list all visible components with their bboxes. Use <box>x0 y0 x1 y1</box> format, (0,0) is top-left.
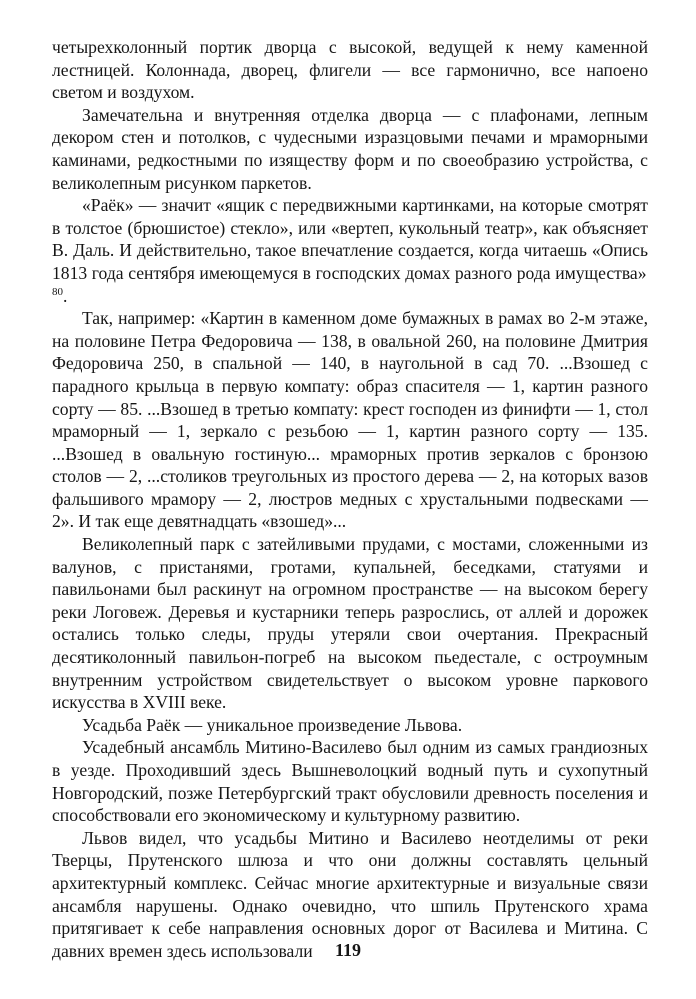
paragraph-8: Львов видел, что усадьбы Митино и Василево неотделимы от реки Тверцы, Прутенского шлюза и что они должны составлять цельный архитектурный комплекс. Сейчас многие архитектурные и визуальные связи ансамбля нарушены. Однако очевидно, что шпиль Прутенского храма притягивает к себе направления основных дорог от Василева и Митина. С давних времен здесь использовали <box>52 827 648 961</box>
paragraph-7: Усадебный ансамбль Митино-Василево был одним из самых грандиозных в уезде. Проходивший здесь Вышневолоцкий водный путь и сухопутный Новгородский, позже Петербургский тракт обусловили древность поселения и способствовали его экономическому и культурному развитию. <box>52 737 648 826</box>
paragraph-1: четырехколонный портик дворца с высокой, ведущей к нему каменной лестницей. Колоннада, дворец, флигели — все гармонично, все напоено светом и воздухом. <box>52 37 648 103</box>
paragraph-2: Замечательна и внутренняя отделка дворца — с плафонами, лепным декором стен и потолков, с чудесными изразцовыми печами и мраморными каминами, редкостными по изяществу форм и по своеобразию устройства, с великолепным рисунком паркетов. <box>52 104 648 193</box>
paragraph-6: Усадьба Раёк — уникальное произведение Львова. <box>82 714 463 735</box>
page-number: 119 <box>334 940 361 960</box>
page-body <box>52 36 648 962</box>
paragraph-3-tail: . <box>63 285 68 306</box>
footnote-ref-80[interactable]: 80 <box>52 285 63 298</box>
paragraph-3 <box>52 194 648 307</box>
paragraph-4: Так, например: «Картин в каменном доме бумажных в рамах во 2-м этаже, на половине Петра Федоровича — 138, в овальной 260, на половине Дмитрия Федоровича 250, в спальной — 140, в наугольной в сад 70. ...Взошед с парадного крыльца в первую компату: образ спасителя — 1, картин разного сорту — 85. ...Взошед в третью компату: крест господен из финифти — 1, стол мраморный — 1, зеркало с резьбою — 1, картин разного сорту — 135. ...Взошед в овальную гостиную... мраморных против зеркалов с бронзою столов — 2, ...столиков треугольных из простого дерева — 2, на которых вазов фальшивого мрамору — 2, люстров медных с хрустальными подвесками — 2». И так еще девятнадцать «взошед»... <box>52 308 648 532</box>
paragraph-3-text: «Раёк» — значит «ящик с передвижными картинками, на которые смотрят в толстое (брюшистое) стекло», или «вертеп, кукольный театр», как объясняет В. Даль. И действительно, такое впечатление создается, когда читаешь «Опись 1813 года сентября имеющемуся в господских домах разного рода имущества» <box>52 195 648 283</box>
paragraph-5: Великолепный парк с затейливыми прудами, с мостами, сложенными из валунов, с пристанями, гротами, купальней, беседками, статуями и павильонами был раскинут на огромном пространстве — на высоком берегу реки Логовеж. Деревья и кустарники теперь разрослись, от аллей и дорожек остались только следы, пруды утеряли свои очертания. Прекрасный десятиколонный павильон-погреб на высоком пьедестале, с остроумным внутренним устройством свидетельствует о высоком уровне паркового искусства в XVIII веке. <box>52 534 648 713</box>
